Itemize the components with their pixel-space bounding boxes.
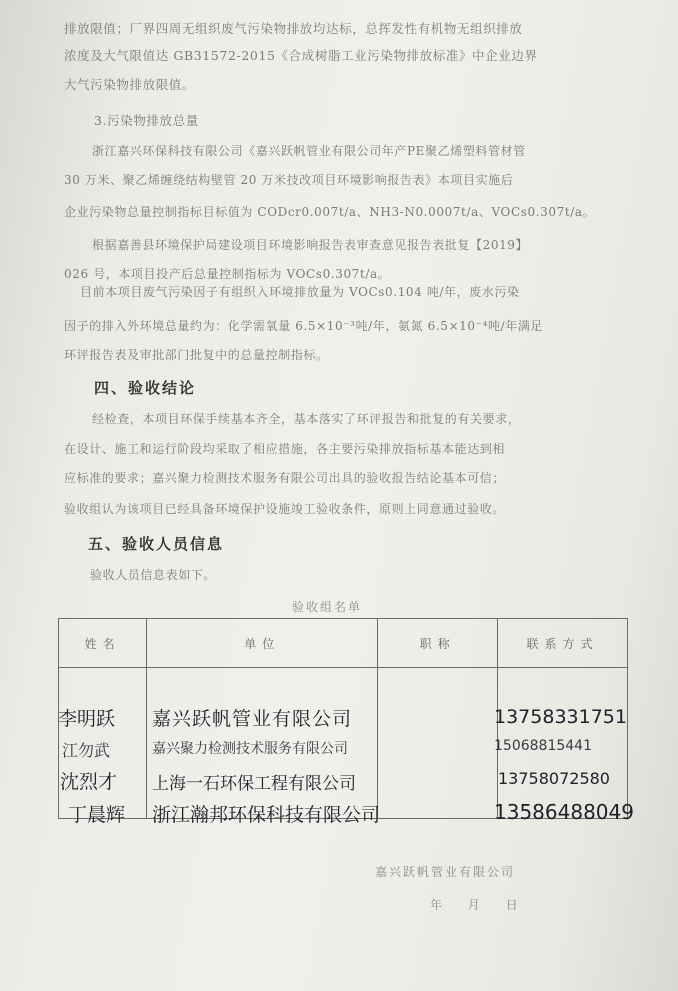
section-4-line-2: 在设计、施工和运行阶段均采取了相应措施，各主要污染排放指标基本能达到相: [64, 442, 506, 456]
section-3-p1-line-1: 浙江嘉兴环保科技有限公司《嘉兴跃帆管业有限公司年产PE聚乙烯塑料管材管: [92, 144, 526, 158]
section-3-p1-line-2: 30 万米、聚乙烯缠绕结构壁管 20 万米技改项目环境影响报告表》本项目实施后: [64, 173, 514, 187]
top-paragraph-line-3: 大气污染物排放限值。: [64, 77, 196, 92]
signature-org: 嘉兴跃帆管业有限公司: [152, 708, 353, 730]
section-3-p2-line-2: 026 号，本项目投产后总量控制指标为 VOCs0.307t/a。: [64, 267, 391, 281]
header-title: 职称: [378, 619, 498, 668]
section-3-heading: 3.污染物排放总量: [94, 113, 199, 128]
signature-org: 浙江瀚邦环保科技有限公司: [152, 804, 381, 826]
section-5-heading: 五、验收人员信息: [88, 535, 225, 553]
header-org: 单位: [147, 619, 378, 668]
titles-cell: [378, 668, 498, 819]
signature-phone: 13758072580: [498, 769, 610, 788]
section-4-line-1: 经检查，本项目环保手续基本齐全，基本落实了环评报告和批复的有关要求，: [92, 412, 521, 426]
section-3-p3-line-1: 目前本项目废气污染因子有组织入环境排放量为 VOCs0.104 吨/年，废水污染: [80, 285, 520, 299]
section-4-line-3: 应标准的要求；嘉兴聚力检测技术服务有限公司出具的验收报告结论基本可信；: [64, 471, 506, 485]
section-3-p2-line-1: 根据嘉善县环境保护局建设项目环境影响报告表审查意见报告表批复【2019】: [92, 238, 529, 252]
signature-phone: 15068815441: [494, 738, 592, 754]
section-3-p3-line-3: 环评报告表及审批部门批复中的总量控制指标。: [64, 348, 329, 362]
signature-phone: 13586488049: [494, 800, 634, 824]
section-4-heading: 四、验收结论: [94, 379, 197, 397]
top-paragraph-line-2: 浓度及大气限值达 GB31572-2015《合成树脂工业污染物排放标准》中企业边界: [64, 48, 538, 63]
signature-name: 沈烈才: [60, 771, 118, 793]
section-3-p3-line-2: 因子的排入外环境总量约为：化学需氧量 6.5×10⁻³吨/年，氨氮 6.5×10⁻⁴吨/年满足: [64, 319, 544, 333]
header-contact: 联系方式: [498, 619, 628, 668]
signature-name: 丁晨辉: [68, 804, 126, 826]
section-5-intro: 验收人员信息表如下。: [90, 568, 217, 582]
footer-company: 嘉兴跃帆管业有限公司: [375, 865, 516, 879]
signature-name: 李明跃: [58, 708, 116, 730]
table-header-row: [59, 619, 628, 668]
signature-org: 上海一石环保工程有限公司: [152, 774, 356, 794]
signature-org: 嘉兴聚力检测技术服务有限公司: [152, 741, 348, 757]
section-3-p1-line-3: 企业污染物总量控制指标目标值为 CODcr0.007t/a、NH3-N0.0007t/a、VOCs0.307t/a。: [64, 205, 596, 219]
signature-name: 江勿武: [62, 741, 111, 760]
section-4-line-4: 验收组认为该项目已经具备环境保护设施竣工验收条件，原则上同意通过验收。: [64, 502, 506, 516]
signature-phone: 13758331751: [494, 706, 627, 728]
footer-date: 年 月 日: [430, 898, 519, 912]
top-paragraph-line-1: 排放限值；厂界四周无组织废气污染物排放均达标，总挥发性有机物无组织排放: [64, 21, 523, 36]
table-title: 验收组名单: [292, 600, 363, 614]
header-name: 姓名: [59, 619, 147, 668]
